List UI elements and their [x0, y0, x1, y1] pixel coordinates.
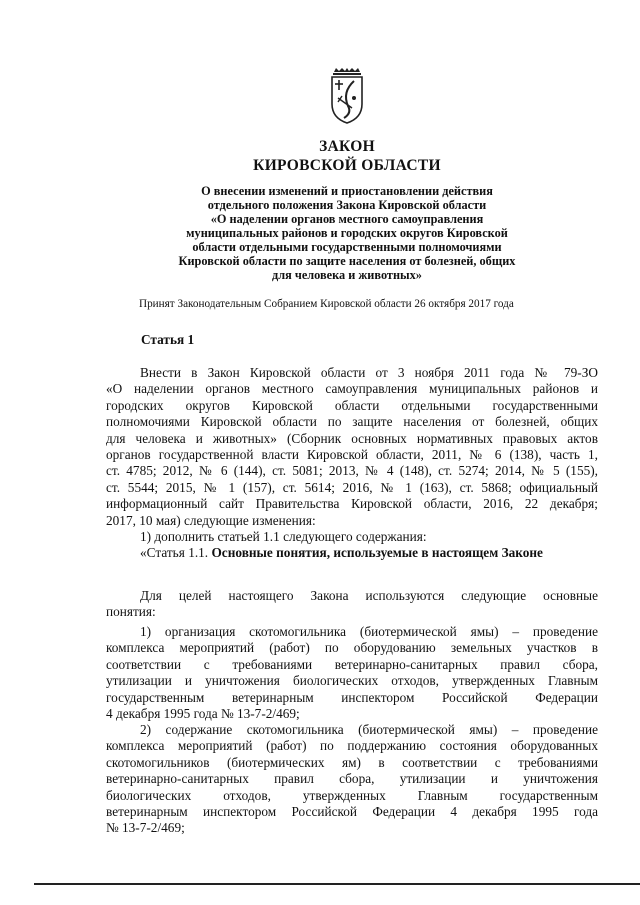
- text-line: комплекса мероприятий (работ) по оборудованию земельных участков в: [106, 640, 598, 656]
- text-line: Для целей настоящего Закона используются следующие основные: [140, 588, 598, 603]
- concepts-intro: [106, 588, 598, 621]
- subtitle-line: «О наделении органов местного самоуправления: [210, 212, 484, 226]
- subtitle-line: Кировской области по защите населения от болезней, общих: [178, 254, 516, 268]
- new-article-title: Основные понятия, используемые в настоящем Законе: [211, 545, 543, 561]
- new-article-heading: [106, 545, 598, 561]
- adoption-note: Принят Законодательным Собранием Кировской области 26 октября 2017 года: [139, 298, 514, 310]
- text-line: № 13-7-2/469;: [106, 820, 185, 836]
- subtitle-line: области отдельными государственными полномочиями: [192, 240, 502, 254]
- amendment-item: 1) дополнить статьей 1.1 следующего содержания:: [140, 528, 427, 544]
- text-line: «О наделении органов местного самоуправления муниципальных районов и: [106, 381, 598, 397]
- subtitle-line: О внесении изменений и приостановлении действия: [201, 184, 493, 198]
- new-article-prefix: «Статья 1.1.: [140, 545, 212, 561]
- text-line: для человека и животных» (Сборник основных нормативных правовых актов: [106, 430, 598, 446]
- subtitle-line: муниципальных районов и городских округов Кировской: [186, 226, 508, 240]
- text-line: ст. 5544; 2015, № 1 (157), ст. 5614; 2016, № 1 (163), ст. 5868; официальный: [106, 479, 598, 495]
- law-title: ЗАКОН: [319, 138, 375, 155]
- text-line: соответствии с требованиями ветеринарно-санитарных правил сбора,: [106, 656, 598, 672]
- article-intro: [106, 365, 598, 562]
- text-line: государственным ветеринарным инспектором Российской Федерации: [106, 689, 598, 705]
- text-line: информационный сайт Правительства Кировской области, 2016, 22 декабря;: [106, 496, 598, 512]
- text-line: комплекса мероприятий (работ) по поддержанию состояния оборудованных: [106, 738, 598, 754]
- text-line: утилизации и уничтожения биологических отходов, утвержденных Главным: [106, 673, 598, 689]
- text-line: ст. 4785; 2012, № 6 (144), ст. 5081; 2013, № 4 (148), ст. 5274; 2014, № 5 (155),: [106, 463, 598, 479]
- law-subtitle: [120, 184, 574, 282]
- text-line: 4 декабря 1995 года № 13-7-2/469;: [106, 705, 300, 721]
- subtitle-line: отдельного положения Закона Кировской области: [207, 198, 487, 212]
- text-line: биологических отходов, утвержденных Главным государственным: [106, 787, 598, 803]
- text-line: понятия:: [106, 604, 156, 620]
- definition-1: [106, 624, 598, 722]
- text-line: ветеринарно-санитарных правил сбора, утилизации и уничтожения: [106, 771, 598, 787]
- article-heading: Статья 1: [141, 332, 195, 347]
- text-line: скотомогильников (биотермических ям) в соответствии с требованиями: [106, 754, 598, 770]
- region-title: КИРОВСКОЙ ОБЛАСТИ: [253, 157, 441, 174]
- text-line: городских округов Кировской области отдельными государственными: [106, 397, 598, 413]
- text-line: ветеринарным инспектором Российской Федерации 4 декабря 1995 года: [106, 803, 598, 819]
- text-line: 2) содержание скотомогильника (биотермической ямы) – проведение: [140, 722, 598, 737]
- text-line: Внести в Закон Кировской области от 3 ноября 2011 года № 79-ЗО: [140, 365, 598, 380]
- text-line: 1) организация скотомогильника (биотермической ямы) – проведение: [140, 624, 598, 639]
- text-line: 2017, 10 мая) следующие изменения:: [106, 512, 316, 528]
- coat-of-arms-icon: [330, 68, 364, 124]
- text-line: органов государственной власти Кировской области, 2011, № 6 (138), часть 1,: [106, 446, 598, 462]
- text-line: полномочиями Кировской области по защите населения от болезней, общих: [106, 414, 598, 430]
- definition-2: [106, 722, 598, 837]
- page-bottom-rule: [34, 883, 640, 885]
- subtitle-line: для человека и животных»: [272, 268, 422, 282]
